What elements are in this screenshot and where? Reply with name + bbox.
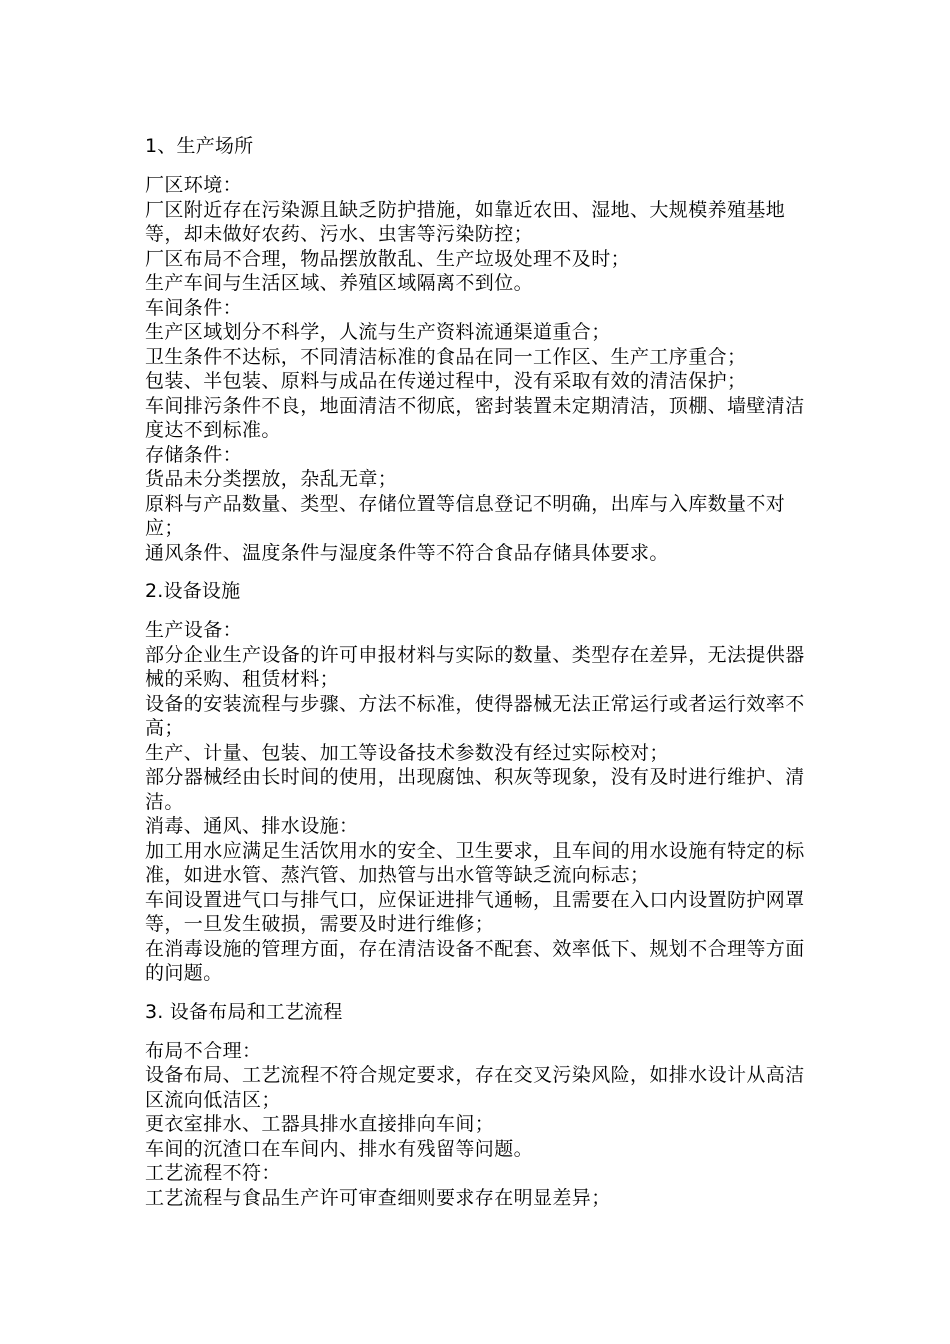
section-production-site bbox=[145, 173, 810, 565]
paragraph-line: 包装、半包装、原料与成品在传递过程中，没有采取有效的清洁保护； bbox=[145, 370, 747, 392]
paragraph-line: 更衣室排水、工器具排水直接排向车间； bbox=[145, 1113, 495, 1135]
paragraph-line: 部分器械经由长时间的使用，出现腐蚀、积灰等现象，没有及时进行维护、清洁。 bbox=[145, 766, 805, 813]
document-body bbox=[145, 134, 810, 1224]
section-layout-process bbox=[145, 1039, 810, 1211]
paragraph-line: 设备布局、工艺流程不符合规定要求，存在交叉污染风险，如排水设计从高洁区流向低洁区； bbox=[145, 1064, 805, 1111]
paragraph-line: 加工用水应满足生活饮用水的安全、卫生要求，且车间的用水设施有特定的标准，如进水管、蒸汽管、加热管与出水管等缺乏流向标志； bbox=[145, 839, 805, 886]
paragraph-line: 车间排污条件不良，地面清洁不彻底，密封装置未定期清洁，顶棚、墙壁清洁度达不到标准。 bbox=[145, 394, 805, 441]
paragraph-line: 卫生条件不达标，不同清洁标准的食品在同一工作区、生产工序重合； bbox=[145, 345, 747, 368]
subheading-storage-conditions: 存储条件： bbox=[145, 443, 243, 466]
paragraph-line: 货品未分类摆放，杂乱无章； bbox=[145, 468, 398, 490]
section-equipment-facilities bbox=[145, 618, 810, 986]
paragraph-line: 厂区布局不合理，物品摆放散乱、生产垃圾处理不及时； bbox=[145, 247, 631, 270]
paragraph-line: 生产车间与生活区域、养殖区域隔离不到位。 bbox=[145, 272, 534, 294]
section-heading-equipment-facilities: 2.设备设施 bbox=[145, 580, 241, 602]
paragraph-line: 车间的沉渣口在车间内、排水有残留等问题。 bbox=[145, 1137, 534, 1160]
paragraph-line: 厂区附近存在污染源且缺乏防护措施，如靠近农田、湿地、大规模养殖基地等，却未做好农药、污水、虫害等污染防控； bbox=[145, 198, 786, 245]
subheading-unreasonable-layout: 布局不合理： bbox=[145, 1039, 262, 1062]
subheading-process-mismatch: 工艺流程不符： bbox=[145, 1162, 281, 1184]
paragraph-line: 车间设置进气口与排气口，应保证进排气通畅，且需要在入口内设置防护网罩等，一旦发生破损，需要及时进行维修； bbox=[145, 888, 805, 935]
paragraph-line: 在消毒设施的管理方面，存在清洁设备不配套、效率低下、规划不合理等方面的问题。 bbox=[145, 937, 805, 984]
paragraph-line: 生产、计量、包装、加工等设备技术参数没有经过实际校对； bbox=[145, 741, 669, 764]
paragraph-line: 部分企业生产设备的许可申报材料与实际的数量、类型存在差异，无法提供器械的采购、租赁材料； bbox=[145, 643, 805, 690]
section-heading-production-site: 1、生产场所 bbox=[145, 135, 254, 157]
subheading-production-equipment: 生产设备： bbox=[145, 619, 243, 641]
section-heading-layout-process: 3. 设备布局和工艺流程 bbox=[145, 1000, 343, 1023]
paragraph-line: 通风条件、温度条件与湿度条件等不符合食品存储具体要求。 bbox=[145, 541, 669, 564]
subheading-factory-environment: 厂区环境： bbox=[145, 174, 243, 196]
subheading-workshop-conditions: 车间条件： bbox=[145, 296, 243, 319]
paragraph-line: 原料与产品数量、类型、存储位置等信息登记不明确，出库与入库数量不对应； bbox=[145, 492, 786, 539]
paragraph-line: 设备的安装流程与步骤、方法不标准，使得器械无法正常运行或者运行效率不高； bbox=[145, 692, 805, 739]
subheading-disinfection-ventilation-drainage: 消毒、通风、排水设施： bbox=[145, 815, 359, 837]
paragraph-line: 工艺流程与食品生产许可审查细则要求存在明显差异； bbox=[145, 1186, 611, 1209]
paragraph-line: 生产区域划分不科学，人流与生产资料流通渠道重合； bbox=[145, 321, 611, 343]
